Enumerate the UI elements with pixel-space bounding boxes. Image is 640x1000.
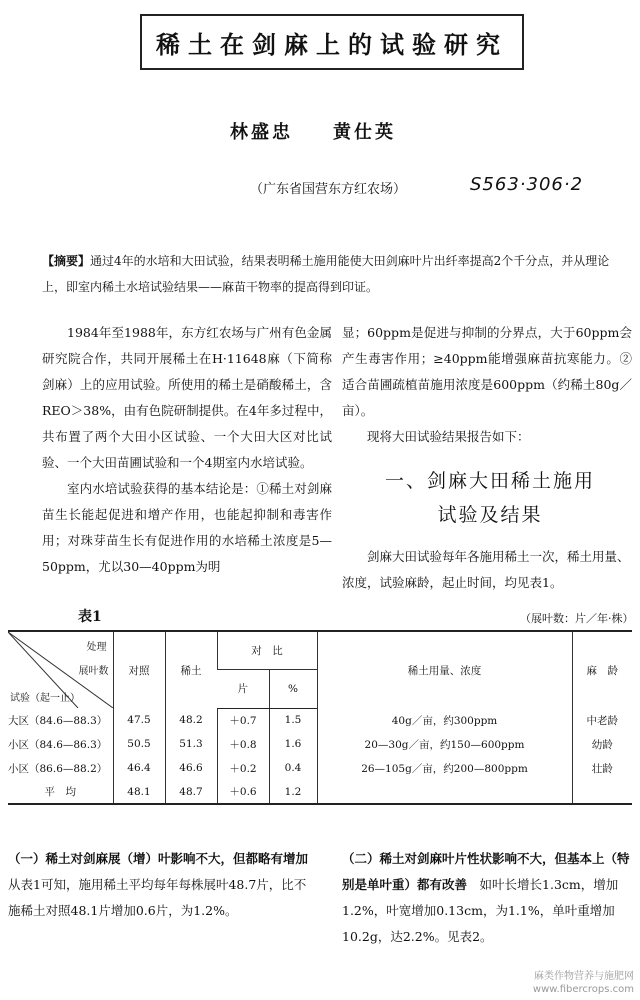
cell-control: 50.5 xyxy=(113,732,165,756)
paragraph: 剑麻大田试验每年各施用稀土一次，稀土用量、浓度，试验麻龄，起止时间，均见表1。 xyxy=(342,549,630,590)
abstract-label: 【摘要】 xyxy=(42,254,91,268)
paragraph: 现将大田试验结果报告如下： xyxy=(367,429,530,444)
table-row xyxy=(8,756,632,780)
header-control: 对照 xyxy=(113,631,165,708)
cell-diff-pct: 1.5 xyxy=(269,708,317,732)
cell-trial: 平 均 xyxy=(8,780,113,804)
affiliation: （广东省国营东方红农场） xyxy=(250,182,407,197)
cell-rare-earth: 46.6 xyxy=(165,756,217,780)
table-row xyxy=(8,708,632,732)
cell-dosage xyxy=(317,780,572,804)
header-percent: % xyxy=(269,670,317,709)
header-age: 麻 龄 xyxy=(572,631,632,708)
cell-trial: 大区（84.6—88.3） xyxy=(8,714,108,727)
header-pieces: 片 xyxy=(217,670,269,709)
result-heading: （二）稀土对剑麻叶片性状影响不大，但基本上（特别是单叶重）都有改善 xyxy=(342,851,630,892)
section-heading xyxy=(360,464,620,532)
abstract-text: 通过4年的水培和大田试验，结果表明稀土施用能使大田剑麻叶片出纤率提高2个千分点，并从理论上，即室内稀土水培试验结果——麻苗干物率的提高得到印证。 xyxy=(42,254,610,294)
table-row xyxy=(8,732,632,756)
table-unit: （展叶数：片／年·株） xyxy=(520,612,634,625)
cell-age: 中老龄 xyxy=(572,708,632,732)
author-list xyxy=(230,118,396,144)
result-text: 如叶长增长1.3cm，增加1.2%，叶宽增加0.13cm，为1.1%，单叶重增加10.2g，达2.2%。见表2。 xyxy=(342,877,619,944)
cell-diff-pieces: ＋0.7 xyxy=(217,708,269,732)
cell-rare-earth: 51.3 xyxy=(165,732,217,756)
cell-age xyxy=(572,780,632,804)
handwritten-code: S563·306·2 xyxy=(470,174,584,195)
section-heading-line: 试验及结果 xyxy=(437,504,543,526)
table-row xyxy=(8,780,632,804)
cell-control: 48.1 xyxy=(113,780,165,804)
cell-diff-pct: 1.2 xyxy=(269,780,317,804)
cell-diff-pct: 0.4 xyxy=(269,756,317,780)
header-dosage: 稀土用量、浓度 xyxy=(317,631,572,708)
cell-control: 46.4 xyxy=(113,756,165,780)
result-text: 从表1可知，施用稀土平均每年每株展叶48.7片，比不施稀土对照48.1片增加0.6片，为1.2%。 xyxy=(8,877,307,918)
diag-top-label: 处理 xyxy=(86,642,107,653)
diag-mid-label: 展叶数 xyxy=(78,666,109,677)
watermark-line: www.fibercrops.com xyxy=(532,984,634,995)
cell-age: 壮龄 xyxy=(572,756,632,780)
cell-diff-pieces: ＋0.8 xyxy=(217,732,269,756)
cell-trial: 小区（84.6—86.3） xyxy=(8,738,108,751)
watermark xyxy=(533,970,634,996)
section-heading-line: 一、剑麻大田稀土施用 xyxy=(384,470,595,492)
header-compare: 对 比 xyxy=(217,631,317,670)
paragraph: 室内水培试验获得的基本结论是：①稀土对剑麻苗生长能起促进和增产作用，也能起抑制和毒害作用；对珠芽苗生长有促进作用的水培稀土浓度是5—50ppm，尤以30—40ppm为明 xyxy=(42,481,332,574)
cell-diff-pieces: ＋0.6 xyxy=(217,780,269,804)
diagonal-header xyxy=(8,631,113,708)
result-section-1 xyxy=(8,846,308,924)
cell-diff-pieces: ＋0.2 xyxy=(217,756,269,780)
header-rare-earth: 稀土 xyxy=(165,631,217,708)
cell-rare-earth: 48.2 xyxy=(165,708,217,732)
cell-dosage: 26—105g／亩，约200—800ppm xyxy=(317,756,572,780)
paper-title: 稀土在剑麻上的试验研究 xyxy=(140,14,524,70)
result-paragraph xyxy=(342,846,632,950)
result-heading: （一）稀土对剑麻展（增）叶影响不大，但都略有增加 xyxy=(8,851,309,866)
cell-rare-earth: 48.7 xyxy=(165,780,217,804)
right-column-paragraph xyxy=(342,544,632,596)
author-name: 黄仕英 xyxy=(333,122,396,143)
cell-age: 幼龄 xyxy=(572,732,632,756)
cell-dosage: 20—30g／亩，约150—600ppm xyxy=(317,732,572,756)
cell-control: 47.5 xyxy=(113,708,165,732)
cell-trial: 小区（86.6—88.2） xyxy=(8,762,108,775)
data-table xyxy=(8,630,632,805)
right-column xyxy=(342,320,632,450)
paragraph: 显；60ppm是促进与抑制的分界点，大于60ppm会产生毒害作用；≥40ppm能增强麻苗抗寒能力。②适合苗圃疏植苗施用浓度是600ppm（约稀土80g／亩）。 xyxy=(342,325,632,418)
cell-dosage: 40g／亩，约300ppm xyxy=(317,708,572,732)
table-label: 表1 xyxy=(78,609,102,625)
diag-bottom-label: 试验（起一止） xyxy=(10,693,80,704)
abstract xyxy=(42,248,632,300)
result-section-2 xyxy=(342,846,632,950)
result-paragraph xyxy=(8,846,308,924)
watermark-line: 麻类作物营养与施肥网 xyxy=(534,971,634,982)
paragraph: 1984年至1988年，东方红农场与广州有色金属研究院合作，共同开展稀土在H·11648麻（下简称剑麻）上的应用试验。所使用的稀土是硝酸稀土，含REO＞38%，由有色院研制提供。在4年多过程中，共布置了两个大田小区试验、一个大田大区对比试验、一个大田苗圃试验和一个4期室内水培试验。 xyxy=(42,325,332,470)
left-column xyxy=(42,320,332,580)
cell-diff-pct: 1.6 xyxy=(269,732,317,756)
author-name: 林盛忠 xyxy=(230,122,293,143)
